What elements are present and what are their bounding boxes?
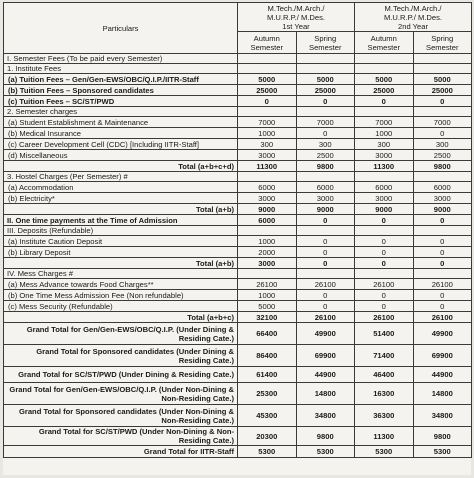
first-year-header: M.Tech./M.Arch./ M.U.R.P./ M.Des. 1st Year bbox=[238, 3, 355, 32]
header-row-year bbox=[4, 3, 472, 32]
row-value: 32100 bbox=[238, 312, 297, 323]
row-label: II. One time payments at the Time of Admission bbox=[4, 215, 238, 226]
fee-row bbox=[4, 446, 472, 458]
row-value: 71400 bbox=[355, 345, 414, 367]
row-value bbox=[355, 269, 414, 279]
row-label: Total (a+b+c) bbox=[4, 312, 238, 323]
row-value bbox=[355, 172, 414, 182]
row-value: 0 bbox=[413, 301, 472, 312]
row-value bbox=[413, 54, 472, 64]
row-label: Total (a+b) bbox=[4, 258, 238, 269]
row-value: 36300 bbox=[355, 405, 414, 427]
row-value: 1000 bbox=[355, 128, 414, 139]
row-label: (a) Mess Advance towards Food Charges** bbox=[4, 279, 238, 290]
row-value: 1000 bbox=[238, 128, 297, 139]
row-label: (d) Miscellaneous bbox=[4, 150, 238, 161]
row-value: 7000 bbox=[238, 117, 297, 128]
row-value: 3000 bbox=[355, 150, 414, 161]
fee-row bbox=[4, 139, 472, 150]
row-value: 0 bbox=[413, 236, 472, 247]
row-value: 26100 bbox=[413, 279, 472, 290]
row-value: 0 bbox=[296, 247, 355, 258]
row-value: 5000 bbox=[413, 74, 472, 85]
row-value: 2500 bbox=[296, 150, 355, 161]
row-value: 44900 bbox=[413, 367, 472, 383]
fee-row bbox=[4, 258, 472, 269]
fee-row bbox=[4, 193, 472, 204]
row-value: 5000 bbox=[296, 74, 355, 85]
row-value: 49900 bbox=[413, 323, 472, 345]
row-value bbox=[413, 172, 472, 182]
row-value: 25000 bbox=[413, 85, 472, 96]
row-value bbox=[238, 226, 297, 236]
row-value: 20300 bbox=[238, 427, 297, 446]
row-value: 14800 bbox=[413, 383, 472, 405]
fee-row bbox=[4, 204, 472, 215]
fee-row bbox=[4, 301, 472, 312]
row-value bbox=[238, 54, 297, 64]
row-value: 5300 bbox=[238, 446, 297, 458]
row-label: (a) Institute Caution Deposit bbox=[4, 236, 238, 247]
row-label: Grand Total for SC/ST/PWD (Under Dining & Residing Cate.) bbox=[4, 367, 238, 383]
row-label: (a) Tuition Fees – Gen/Gen-EWS/OBC/Q.I.P./IITR-Staff bbox=[4, 74, 238, 85]
row-value: 5300 bbox=[296, 446, 355, 458]
row-label: (c) Career Development Cell (CDC) [Including IITR-Staff] bbox=[4, 139, 238, 150]
row-value: 0 bbox=[355, 290, 414, 301]
row-value: 9800 bbox=[413, 427, 472, 446]
row-value: 5000 bbox=[238, 301, 297, 312]
fee-row bbox=[4, 74, 472, 85]
fee-row bbox=[4, 107, 472, 117]
row-value: 5000 bbox=[355, 74, 414, 85]
row-value bbox=[296, 269, 355, 279]
row-value: 300 bbox=[296, 139, 355, 150]
row-value: 34800 bbox=[413, 405, 472, 427]
row-value bbox=[296, 54, 355, 64]
row-value: 3000 bbox=[355, 193, 414, 204]
row-value: 45300 bbox=[238, 405, 297, 427]
row-label: Total (a+b+c+d) bbox=[4, 161, 238, 172]
row-value: 9000 bbox=[296, 204, 355, 215]
row-value bbox=[413, 64, 472, 74]
fee-row bbox=[4, 64, 472, 74]
fee-row bbox=[4, 236, 472, 247]
row-value: 46400 bbox=[355, 367, 414, 383]
row-value: 3000 bbox=[238, 150, 297, 161]
row-value: 44900 bbox=[296, 367, 355, 383]
row-value bbox=[238, 172, 297, 182]
fee-row bbox=[4, 367, 472, 383]
row-value: 49900 bbox=[296, 323, 355, 345]
row-value: 0 bbox=[355, 258, 414, 269]
fee-row bbox=[4, 54, 472, 64]
row-value: 3000 bbox=[413, 193, 472, 204]
row-value: 0 bbox=[413, 215, 472, 226]
row-value: 25000 bbox=[238, 85, 297, 96]
row-value: 86400 bbox=[238, 345, 297, 367]
fee-row bbox=[4, 117, 472, 128]
row-value: 3000 bbox=[238, 258, 297, 269]
row-value: 51400 bbox=[355, 323, 414, 345]
row-label: 1. Institute Fees bbox=[4, 64, 238, 74]
row-value bbox=[296, 226, 355, 236]
row-value: 300 bbox=[413, 139, 472, 150]
fee-row bbox=[4, 161, 472, 172]
row-value bbox=[355, 107, 414, 117]
row-value: 11300 bbox=[238, 161, 297, 172]
row-value: 7000 bbox=[413, 117, 472, 128]
row-value: 6000 bbox=[296, 182, 355, 193]
fee-row bbox=[4, 269, 472, 279]
row-value: 61400 bbox=[238, 367, 297, 383]
fee-row bbox=[4, 128, 472, 139]
row-value: 0 bbox=[296, 301, 355, 312]
row-value: 1000 bbox=[238, 290, 297, 301]
row-value: 26100 bbox=[296, 312, 355, 323]
row-value: 0 bbox=[296, 258, 355, 269]
row-value: 26100 bbox=[296, 279, 355, 290]
fee-structure-document bbox=[3, 2, 471, 475]
fee-row bbox=[4, 172, 472, 182]
row-label: (c) Tuition Fees – SC/ST/PWD bbox=[4, 96, 238, 107]
row-value: 9800 bbox=[296, 161, 355, 172]
row-label: (b) One Time Mess Admission Fee (Non refundable) bbox=[4, 290, 238, 301]
row-value: 6000 bbox=[238, 182, 297, 193]
row-value: 5000 bbox=[238, 74, 297, 85]
fee-row bbox=[4, 150, 472, 161]
row-value: 9000 bbox=[413, 204, 472, 215]
fee-row bbox=[4, 323, 472, 345]
row-value: 9800 bbox=[296, 427, 355, 446]
row-label: Grand Total for IITR-Staff bbox=[4, 446, 238, 458]
fee-row bbox=[4, 290, 472, 301]
fee-row bbox=[4, 405, 472, 427]
row-value bbox=[296, 107, 355, 117]
row-label: 2. Semester charges bbox=[4, 107, 238, 117]
row-value: 2000 bbox=[238, 247, 297, 258]
row-value: 9800 bbox=[413, 161, 472, 172]
row-value: 300 bbox=[238, 139, 297, 150]
row-value: 0 bbox=[355, 96, 414, 107]
row-value: 0 bbox=[296, 236, 355, 247]
row-value: 25000 bbox=[355, 85, 414, 96]
row-value: 26100 bbox=[238, 279, 297, 290]
row-value: 16300 bbox=[355, 383, 414, 405]
row-value: 26100 bbox=[413, 312, 472, 323]
row-value: 0 bbox=[355, 247, 414, 258]
row-value bbox=[413, 107, 472, 117]
row-value: 0 bbox=[296, 290, 355, 301]
fee-row bbox=[4, 182, 472, 193]
spring-header-1: Spring Semester bbox=[296, 32, 355, 54]
row-value: 0 bbox=[355, 215, 414, 226]
row-value: 300 bbox=[355, 139, 414, 150]
row-label: Grand Total for SC/ST/PWD (Under Non-Dining & Non-Residing Cate.) bbox=[4, 427, 238, 446]
fee-row bbox=[4, 226, 472, 236]
row-value bbox=[238, 107, 297, 117]
row-value: 14800 bbox=[296, 383, 355, 405]
row-label: III. Deposits (Refundable) bbox=[4, 226, 238, 236]
row-value: 6000 bbox=[355, 182, 414, 193]
row-label: 3. Hostel Charges (Per Semester) # bbox=[4, 172, 238, 182]
row-value: 1000 bbox=[238, 236, 297, 247]
row-value: 0 bbox=[355, 301, 414, 312]
row-value: 6000 bbox=[238, 215, 297, 226]
row-value bbox=[413, 226, 472, 236]
autumn-header-1: Autumn Semester bbox=[238, 32, 297, 54]
row-value bbox=[238, 269, 297, 279]
row-value bbox=[355, 64, 414, 74]
row-value: 11300 bbox=[355, 161, 414, 172]
row-label: (a) Student Establishment & Maintenance bbox=[4, 117, 238, 128]
row-value: 0 bbox=[296, 128, 355, 139]
fee-row bbox=[4, 312, 472, 323]
fee-row bbox=[4, 427, 472, 446]
row-value: 0 bbox=[238, 96, 297, 107]
fee-row bbox=[4, 85, 472, 96]
row-label: Grand Total for Gen/Gen-EWS/OBC/Q.I.P. (Under Non-Dining & Non-Residing Cate.) bbox=[4, 383, 238, 405]
row-label: Grand Total for Gen/Gen-EWS/OBC/Q.I.P. (Under Dining & Residing Cate.) bbox=[4, 323, 238, 345]
row-value: 0 bbox=[355, 236, 414, 247]
row-value: 34800 bbox=[296, 405, 355, 427]
row-value: 0 bbox=[413, 96, 472, 107]
row-value: 3000 bbox=[296, 193, 355, 204]
particulars-header: Particulars bbox=[4, 3, 238, 54]
spring-header-2: Spring Semester bbox=[413, 32, 472, 54]
row-label: (b) Electricity* bbox=[4, 193, 238, 204]
row-value: 11300 bbox=[355, 427, 414, 446]
second-year-header: M.Tech./M.Arch./ M.U.R.P./ M.Des. 2nd Year bbox=[355, 3, 472, 32]
row-label: (b) Medical Insurance bbox=[4, 128, 238, 139]
row-value: 7000 bbox=[296, 117, 355, 128]
fee-row bbox=[4, 279, 472, 290]
row-value bbox=[238, 64, 297, 74]
fee-row bbox=[4, 215, 472, 226]
fee-row bbox=[4, 247, 472, 258]
row-value: 0 bbox=[296, 96, 355, 107]
row-value bbox=[355, 226, 414, 236]
row-value: 9000 bbox=[238, 204, 297, 215]
row-label: Total (a+b) bbox=[4, 204, 238, 215]
row-value: 5300 bbox=[355, 446, 414, 458]
row-value bbox=[296, 172, 355, 182]
row-value: 9000 bbox=[355, 204, 414, 215]
fee-row bbox=[4, 96, 472, 107]
row-value: 25000 bbox=[296, 85, 355, 96]
row-value: 6000 bbox=[413, 182, 472, 193]
row-value: 26100 bbox=[355, 312, 414, 323]
row-value: 5300 bbox=[413, 446, 472, 458]
row-label: (a) Accommodation bbox=[4, 182, 238, 193]
row-label: Grand Total for Sponsored candidates (Under Dining & Residing Cate.) bbox=[4, 345, 238, 367]
row-value: 69900 bbox=[413, 345, 472, 367]
row-value: 0 bbox=[413, 128, 472, 139]
row-label: (b) Tuition Fees – Sponsored candidates bbox=[4, 85, 238, 96]
row-value: 7000 bbox=[355, 117, 414, 128]
fee-table bbox=[3, 2, 472, 458]
row-value bbox=[355, 54, 414, 64]
fee-row bbox=[4, 345, 472, 367]
row-label: (b) Library Deposit bbox=[4, 247, 238, 258]
row-label: I. Semester Fees (To be paid every Semester) bbox=[4, 54, 238, 64]
row-value: 2500 bbox=[413, 150, 472, 161]
row-value bbox=[413, 269, 472, 279]
row-value: 26100 bbox=[355, 279, 414, 290]
row-label: (c) Mess Security (Refundable) bbox=[4, 301, 238, 312]
row-value: 69900 bbox=[296, 345, 355, 367]
row-label: Grand Total for Sponsored candidates (Under Non-Dining & Non-Residing Cate.) bbox=[4, 405, 238, 427]
row-value: 3000 bbox=[238, 193, 297, 204]
fee-table-body bbox=[4, 54, 472, 458]
row-label: IV. Mess Charges # bbox=[4, 269, 238, 279]
row-value: 0 bbox=[413, 258, 472, 269]
row-value: 0 bbox=[413, 247, 472, 258]
row-value: 0 bbox=[296, 215, 355, 226]
row-value: 0 bbox=[413, 290, 472, 301]
row-value: 25300 bbox=[238, 383, 297, 405]
row-value bbox=[296, 64, 355, 74]
fee-row bbox=[4, 383, 472, 405]
row-value: 66400 bbox=[238, 323, 297, 345]
autumn-header-2: Autumn Semester bbox=[355, 32, 414, 54]
